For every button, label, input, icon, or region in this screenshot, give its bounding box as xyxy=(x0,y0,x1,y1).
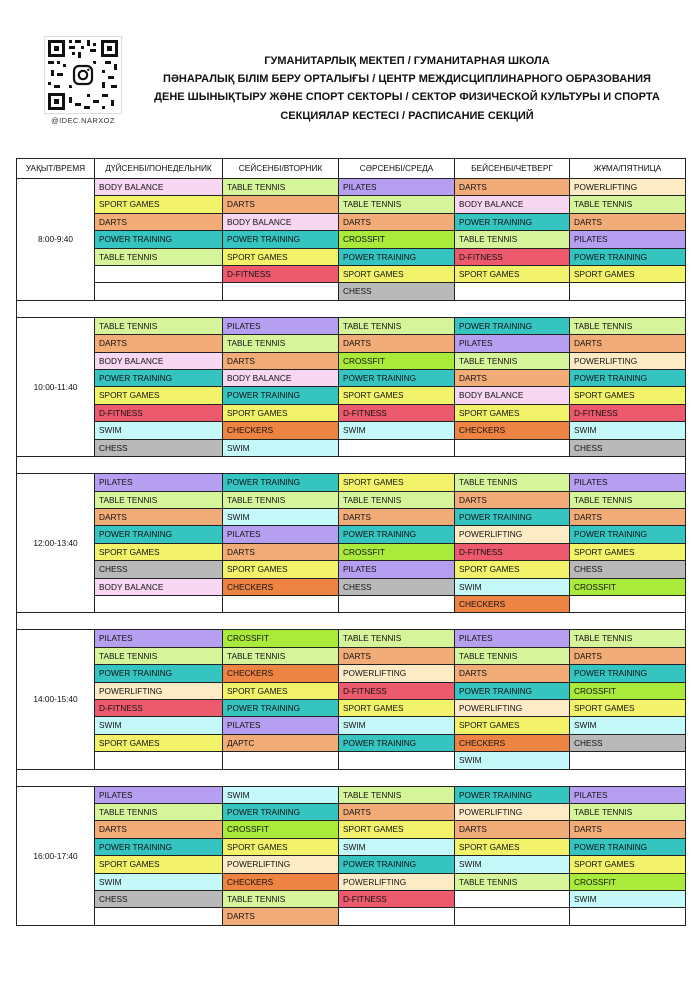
session-cell-thursday: POWERLIFTING xyxy=(455,699,570,716)
session-cell-friday: PILATES xyxy=(570,231,686,248)
session-cell-thursday: DARTS xyxy=(455,179,570,196)
session-cell-monday: BODY BALANCE xyxy=(95,578,223,595)
session-cell-friday: CHESS xyxy=(570,439,686,456)
session-cell-wednesday: DARTS xyxy=(339,647,455,664)
session-cell-wednesday: DARTS xyxy=(339,335,455,352)
schedule-row xyxy=(17,543,686,560)
schedule-row xyxy=(17,526,686,543)
session-cell-friday: POWER TRAINING xyxy=(570,370,686,387)
session-cell-friday: CHESS xyxy=(570,734,686,751)
schedule-row xyxy=(17,335,686,352)
session-cell-thursday: POWER TRAINING xyxy=(455,213,570,230)
session-cell-friday xyxy=(570,908,686,925)
session-cell-thursday: BODY BALANCE xyxy=(455,387,570,404)
schedule-row xyxy=(17,231,686,248)
schedule-row xyxy=(17,856,686,873)
session-cell-thursday: DARTS xyxy=(455,821,570,838)
schedule-row xyxy=(17,595,686,612)
session-cell-monday xyxy=(95,283,223,300)
session-cell-wednesday: CROSSFIT xyxy=(339,543,455,560)
session-cell-thursday: SWIM xyxy=(455,752,570,769)
session-cell-friday: SPORT GAMES xyxy=(570,856,686,873)
session-cell-thursday: SPORT GAMES xyxy=(455,266,570,283)
session-cell-wednesday: PILATES xyxy=(339,179,455,196)
schedule-row xyxy=(17,404,686,421)
session-cell-thursday: TABLE TENNIS xyxy=(455,647,570,664)
session-cell-tuesday: SWIM xyxy=(223,439,339,456)
session-cell-monday: D-FITNESS xyxy=(95,404,223,421)
session-cell-wednesday: POWER TRAINING xyxy=(339,526,455,543)
session-cell-wednesday: POWER TRAINING xyxy=(339,856,455,873)
session-cell-wednesday: SPORT GAMES xyxy=(339,474,455,491)
session-cell-thursday: BODY BALANCE xyxy=(455,196,570,213)
session-cell-thursday: DARTS xyxy=(455,665,570,682)
session-cell-monday: TABLE TENNIS xyxy=(95,491,223,508)
time-slot: 10:00-11:40 xyxy=(17,317,95,456)
session-cell-tuesday: DARTS xyxy=(223,543,339,560)
schedule-row xyxy=(17,561,686,578)
session-cell-tuesday: SWIM xyxy=(223,786,339,803)
session-cell-monday: PILATES xyxy=(95,474,223,491)
schedule-row xyxy=(17,891,686,908)
session-cell-thursday: TABLE TENNIS xyxy=(455,352,570,369)
session-cell-wednesday: POWER TRAINING xyxy=(339,248,455,265)
session-cell-tuesday: TABLE TENNIS xyxy=(223,179,339,196)
schedule-row xyxy=(17,179,686,196)
session-cell-friday: SWIM xyxy=(570,717,686,734)
session-cell-wednesday: SWIM xyxy=(339,838,455,855)
session-cell-wednesday xyxy=(339,908,455,925)
session-cell-tuesday: ДАРТС xyxy=(223,734,339,751)
session-cell-monday: POWER TRAINING xyxy=(95,231,223,248)
column-header-thursday: БЕЙСЕНБІ/ЧЕТВЕРГ xyxy=(455,159,570,179)
session-cell-thursday: TABLE TENNIS xyxy=(455,474,570,491)
session-cell-wednesday: D-FITNESS xyxy=(339,891,455,908)
session-cell-tuesday: TABLE TENNIS xyxy=(223,891,339,908)
session-cell-monday: DARTS xyxy=(95,213,223,230)
session-cell-friday: TABLE TENNIS xyxy=(570,491,686,508)
session-cell-thursday: CHECKERS xyxy=(455,595,570,612)
schedule-row xyxy=(17,647,686,664)
session-cell-friday: PILATES xyxy=(570,786,686,803)
session-cell-thursday: SWIM xyxy=(455,578,570,595)
session-cell-tuesday: POWER TRAINING xyxy=(223,387,339,404)
session-cell-tuesday: CHECKERS xyxy=(223,578,339,595)
session-cell-thursday xyxy=(455,283,570,300)
session-cell-friday: POWER TRAINING xyxy=(570,526,686,543)
schedule-row xyxy=(17,873,686,890)
session-cell-tuesday: SPORT GAMES xyxy=(223,561,339,578)
session-cell-friday: CHESS xyxy=(570,561,686,578)
session-cell-friday: POWER TRAINING xyxy=(570,248,686,265)
session-cell-monday: SWIM xyxy=(95,873,223,890)
session-cell-wednesday: SPORT GAMES xyxy=(339,699,455,716)
session-cell-tuesday: SWIM xyxy=(223,508,339,525)
center-title: ПӘНАРАЛЫҚ БІЛІМ БЕРУ ОРТАЛЫҒЫ / ЦЕНТР МЕЖДИСЦИПЛИНАРНОГО ОБРАЗОВАНИЯ xyxy=(163,73,651,86)
schedule-row xyxy=(17,838,686,855)
qr-code xyxy=(44,36,122,114)
schedule-row xyxy=(17,821,686,838)
session-cell-thursday: TABLE TENNIS xyxy=(455,873,570,890)
session-cell-monday: POWER TRAINING xyxy=(95,838,223,855)
session-cell-thursday: SPORT GAMES xyxy=(455,717,570,734)
session-cell-friday: CROSSFIT xyxy=(570,682,686,699)
schedule-row xyxy=(17,786,686,803)
session-cell-wednesday: TABLE TENNIS xyxy=(339,786,455,803)
session-cell-tuesday xyxy=(223,752,339,769)
session-cell-wednesday: DARTS xyxy=(339,213,455,230)
session-cell-friday xyxy=(570,752,686,769)
session-cell-tuesday: POWER TRAINING xyxy=(223,699,339,716)
session-cell-thursday: PILATES xyxy=(455,630,570,647)
column-header-time: УАҚЫТ/ВРЕМЯ xyxy=(17,159,95,179)
session-cell-monday: CHESS xyxy=(95,891,223,908)
session-cell-wednesday: D-FITNESS xyxy=(339,404,455,421)
session-cell-monday xyxy=(95,908,223,925)
session-cell-wednesday xyxy=(339,752,455,769)
session-cell-monday: TABLE TENNIS xyxy=(95,804,223,821)
schedule-row xyxy=(17,387,686,404)
session-cell-tuesday: POWER TRAINING xyxy=(223,231,339,248)
separator-cell xyxy=(17,769,686,786)
session-cell-friday: PILATES xyxy=(570,474,686,491)
session-cell-thursday: POWERLIFTING xyxy=(455,526,570,543)
schedule-row xyxy=(17,699,686,716)
schedule-row xyxy=(17,734,686,751)
session-cell-friday: TABLE TENNIS xyxy=(570,196,686,213)
schedule-row xyxy=(17,196,686,213)
time-slot: 12:00-13:40 xyxy=(17,474,95,613)
session-cell-thursday: POWERLIFTING xyxy=(455,804,570,821)
session-cell-monday: DARTS xyxy=(95,335,223,352)
schedule-row xyxy=(17,508,686,525)
instagram-handle: @IDEC.NARXOZ xyxy=(51,116,115,125)
session-cell-wednesday: TABLE TENNIS xyxy=(339,196,455,213)
session-cell-monday: POWER TRAINING xyxy=(95,665,223,682)
session-cell-thursday: DARTS xyxy=(455,491,570,508)
session-cell-monday: DARTS xyxy=(95,821,223,838)
session-cell-tuesday: TABLE TENNIS xyxy=(223,647,339,664)
session-cell-monday: CHESS xyxy=(95,439,223,456)
school-title: ГУМАНИТАРЛЫҚ МЕКТЕП / ГУМАНИТАРНАЯ ШКОЛА xyxy=(264,55,550,67)
session-cell-wednesday: DARTS xyxy=(339,804,455,821)
session-cell-thursday: DARTS xyxy=(455,370,570,387)
block-separator xyxy=(17,457,686,474)
session-cell-friday: SWIM xyxy=(570,422,686,439)
schedule-row xyxy=(17,213,686,230)
session-cell-wednesday: SWIM xyxy=(339,717,455,734)
session-cell-tuesday: SPORT GAMES xyxy=(223,404,339,421)
session-cell-monday: D-FITNESS xyxy=(95,699,223,716)
session-cell-monday: SPORT GAMES xyxy=(95,196,223,213)
session-cell-monday: SPORT GAMES xyxy=(95,856,223,873)
session-cell-tuesday: POWER TRAINING xyxy=(223,474,339,491)
session-cell-wednesday: POWER TRAINING xyxy=(339,734,455,751)
session-cell-thursday: SPORT GAMES xyxy=(455,561,570,578)
session-cell-tuesday xyxy=(223,595,339,612)
session-cell-friday: POWERLIFTING xyxy=(570,179,686,196)
session-cell-thursday: TABLE TENNIS xyxy=(455,231,570,248)
session-cell-monday: TABLE TENNIS xyxy=(95,317,223,334)
session-cell-tuesday: POWER TRAINING xyxy=(223,804,339,821)
session-cell-tuesday: PILATES xyxy=(223,317,339,334)
session-cell-monday: BODY BALANCE xyxy=(95,352,223,369)
session-cell-wednesday: SPORT GAMES xyxy=(339,387,455,404)
session-cell-tuesday: PILATES xyxy=(223,526,339,543)
session-cell-wednesday: CROSSFIT xyxy=(339,231,455,248)
instagram-icon xyxy=(71,63,95,87)
session-cell-friday xyxy=(570,283,686,300)
document-header xyxy=(140,52,674,125)
session-cell-wednesday: SPORT GAMES xyxy=(339,266,455,283)
block-separator xyxy=(17,300,686,317)
session-cell-thursday: PILATES xyxy=(455,335,570,352)
schedule-body xyxy=(17,179,686,926)
schedule-row xyxy=(17,665,686,682)
schedule-row xyxy=(17,578,686,595)
session-cell-tuesday: SPORT GAMES xyxy=(223,838,339,855)
schedule-row xyxy=(17,491,686,508)
schedule-row xyxy=(17,317,686,334)
session-cell-wednesday: SPORT GAMES xyxy=(339,821,455,838)
session-cell-monday: SPORT GAMES xyxy=(95,734,223,751)
session-cell-thursday: SPORT GAMES xyxy=(455,404,570,421)
session-cell-tuesday: SPORT GAMES xyxy=(223,248,339,265)
session-cell-wednesday: CHESS xyxy=(339,283,455,300)
session-cell-friday: SPORT GAMES xyxy=(570,387,686,404)
session-cell-thursday: SWIM xyxy=(455,856,570,873)
time-slot: 14:00-15:40 xyxy=(17,630,95,769)
session-cell-thursday: SPORT GAMES xyxy=(455,838,570,855)
session-cell-friday: SPORT GAMES xyxy=(570,699,686,716)
session-cell-monday xyxy=(95,752,223,769)
session-cell-wednesday: TABLE TENNIS xyxy=(339,630,455,647)
session-cell-monday: PILATES xyxy=(95,630,223,647)
session-cell-friday: POWER TRAINING xyxy=(570,838,686,855)
session-cell-thursday: POWER TRAINING xyxy=(455,508,570,525)
session-cell-wednesday: SWIM xyxy=(339,422,455,439)
session-cell-wednesday: D-FITNESS xyxy=(339,682,455,699)
session-cell-wednesday: PILATES xyxy=(339,561,455,578)
schedule-row xyxy=(17,266,686,283)
column-header-friday: ЖҰМА/ПЯТНИЦА xyxy=(570,159,686,179)
session-cell-wednesday: POWERLIFTING xyxy=(339,665,455,682)
column-header-wednesday: СӘРСЕНБІ/СРЕДА xyxy=(339,159,455,179)
session-cell-monday: POWERLIFTING xyxy=(95,682,223,699)
session-cell-friday: DARTS xyxy=(570,213,686,230)
session-cell-thursday xyxy=(455,908,570,925)
session-cell-friday: CROSSFIT xyxy=(570,873,686,890)
session-cell-friday: TABLE TENNIS xyxy=(570,804,686,821)
session-cell-wednesday: CROSSFIT xyxy=(339,352,455,369)
session-cell-tuesday: DARTS xyxy=(223,196,339,213)
session-cell-thursday xyxy=(455,439,570,456)
session-cell-thursday: CHECKERS xyxy=(455,734,570,751)
session-cell-friday: DARTS xyxy=(570,821,686,838)
session-cell-thursday: POWER TRAINING xyxy=(455,682,570,699)
schedule-row xyxy=(17,682,686,699)
session-cell-thursday: POWER TRAINING xyxy=(455,317,570,334)
session-cell-friday: TABLE TENNIS xyxy=(570,317,686,334)
time-slot: 16:00-17:40 xyxy=(17,786,95,925)
session-cell-tuesday: CHECKERS xyxy=(223,665,339,682)
session-cell-monday: POWER TRAINING xyxy=(95,370,223,387)
session-cell-monday: TABLE TENNIS xyxy=(95,647,223,664)
session-cell-friday: SWIM xyxy=(570,891,686,908)
session-cell-friday: SPORT GAMES xyxy=(570,543,686,560)
session-cell-tuesday: POWERLIFTING xyxy=(223,856,339,873)
session-cell-thursday: D-FITNESS xyxy=(455,248,570,265)
separator-cell xyxy=(17,613,686,630)
session-cell-monday: SPORT GAMES xyxy=(95,387,223,404)
schedule-row xyxy=(17,248,686,265)
session-cell-tuesday: TABLE TENNIS xyxy=(223,491,339,508)
session-cell-tuesday: DARTS xyxy=(223,908,339,925)
session-cell-monday: SWIM xyxy=(95,717,223,734)
session-cell-monday xyxy=(95,595,223,612)
session-cell-tuesday: DARTS xyxy=(223,352,339,369)
session-cell-tuesday xyxy=(223,283,339,300)
session-cell-monday: PILATES xyxy=(95,786,223,803)
session-cell-monday: DARTS xyxy=(95,508,223,525)
session-cell-friday: TABLE TENNIS xyxy=(570,630,686,647)
schedule-row xyxy=(17,370,686,387)
session-cell-tuesday: BODY BALANCE xyxy=(223,213,339,230)
session-cell-wednesday: DARTS xyxy=(339,508,455,525)
session-cell-wednesday: TABLE TENNIS xyxy=(339,317,455,334)
schedule-row xyxy=(17,717,686,734)
session-cell-tuesday: CHECKERS xyxy=(223,873,339,890)
session-cell-tuesday: CHECKERS xyxy=(223,422,339,439)
session-cell-monday: SWIM xyxy=(95,422,223,439)
session-cell-tuesday: PILATES xyxy=(223,717,339,734)
schedule-row xyxy=(17,422,686,439)
session-cell-monday: TABLE TENNIS xyxy=(95,248,223,265)
session-cell-tuesday: CROSSFIT xyxy=(223,821,339,838)
time-slot: 8:00-9:40 xyxy=(17,179,95,301)
session-cell-friday: DARTS xyxy=(570,508,686,525)
session-cell-tuesday: CROSSFIT xyxy=(223,630,339,647)
session-cell-monday: SPORT GAMES xyxy=(95,543,223,560)
schedule-row xyxy=(17,474,686,491)
session-cell-monday: POWER TRAINING xyxy=(95,526,223,543)
session-cell-thursday xyxy=(455,891,570,908)
session-cell-monday: CHESS xyxy=(95,561,223,578)
session-cell-friday: D-FITNESS xyxy=(570,404,686,421)
schedule-row xyxy=(17,352,686,369)
session-cell-wednesday: POWER TRAINING xyxy=(339,370,455,387)
session-cell-wednesday xyxy=(339,595,455,612)
session-cell-friday: POWERLIFTING xyxy=(570,352,686,369)
schedule-row xyxy=(17,439,686,456)
session-cell-thursday: D-FITNESS xyxy=(455,543,570,560)
session-cell-wednesday: CHESS xyxy=(339,578,455,595)
separator-cell xyxy=(17,300,686,317)
session-cell-wednesday xyxy=(339,439,455,456)
schedule-row xyxy=(17,804,686,821)
session-cell-tuesday: D-FITNESS xyxy=(223,266,339,283)
block-separator xyxy=(17,769,686,786)
header-row xyxy=(17,159,686,179)
session-cell-thursday: CHECKERS xyxy=(455,422,570,439)
session-cell-monday: BODY BALANCE xyxy=(95,179,223,196)
session-cell-friday xyxy=(570,595,686,612)
schedule-title: СЕКЦИЯЛАР КЕСТЕСІ / РАСПИСАНИЕ СЕКЦИЙ xyxy=(280,109,534,122)
session-cell-tuesday: BODY BALANCE xyxy=(223,370,339,387)
session-cell-friday: DARTS xyxy=(570,335,686,352)
session-cell-friday: DARTS xyxy=(570,647,686,664)
schedule-row xyxy=(17,283,686,300)
column-header-monday: ДҮЙСЕНБІ/ПОНЕДЕЛЬНИК xyxy=(95,159,223,179)
session-cell-tuesday: SPORT GAMES xyxy=(223,682,339,699)
block-separator xyxy=(17,613,686,630)
column-header-tuesday: СЕЙСЕНБІ/ВТОРНИК xyxy=(223,159,339,179)
schedule-row xyxy=(17,908,686,925)
schedule-row xyxy=(17,752,686,769)
schedule-table xyxy=(16,158,686,926)
session-cell-monday xyxy=(95,266,223,283)
session-cell-friday: CROSSFIT xyxy=(570,578,686,595)
session-cell-friday: POWER TRAINING xyxy=(570,665,686,682)
sector-title: ДЕНЕ ШЫНЫҚТЫРУ ЖӘНЕ СПОРТ СЕКТОРЫ / СЕКТОР ФИЗИЧЕСКОЙ КУЛЬТУРЫ И СПОРТА xyxy=(154,91,660,104)
session-cell-friday: SPORT GAMES xyxy=(570,266,686,283)
schedule-row xyxy=(17,630,686,647)
separator-cell xyxy=(17,457,686,474)
session-cell-wednesday: POWERLIFTING xyxy=(339,873,455,890)
session-cell-thursday: POWER TRAINING xyxy=(455,786,570,803)
session-cell-tuesday: TABLE TENNIS xyxy=(223,335,339,352)
session-cell-wednesday: TABLE TENNIS xyxy=(339,491,455,508)
